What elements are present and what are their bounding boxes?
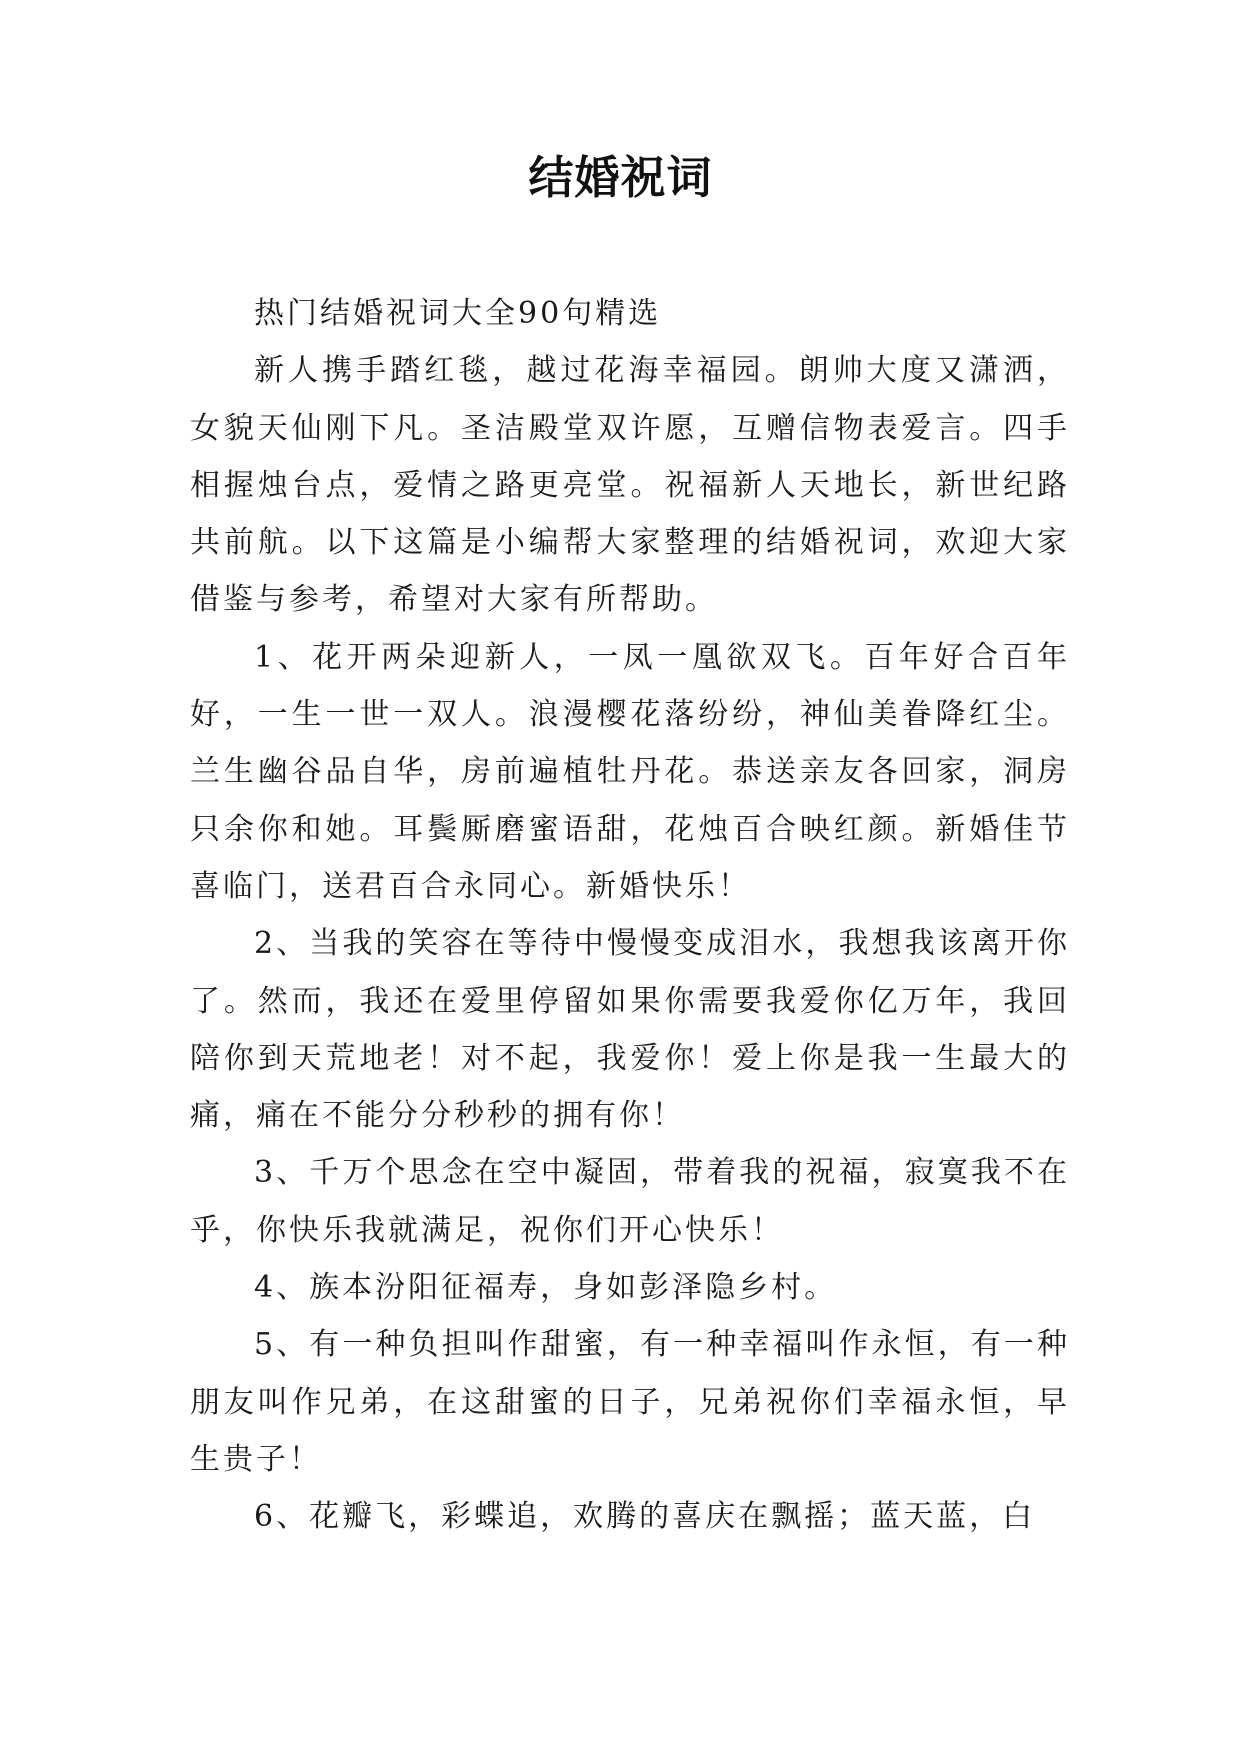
paragraph-item-5: 5、有一种负担叫作甜蜜，有一种幸福叫作永恒，有一种朋友叫作兄弟，在这甜蜜的日子，兄弟祝你们幸福永恒，早生贵子！: [190, 1327, 1070, 1477]
paragraph-intro: 新人携手踏红毯，越过花海幸福园。朗帅大度又潇洒，女貌天仙刚下凡。圣洁殿堂双许愿，互赠信物表爱言。四手相握烛台点，爱情之路更亮堂。祝福新人天地长，新世纪路共前航。以下这篇是小编帮大家整理的结婚祝词，欢迎大家借鉴与参考，希望对大家有所帮助。: [190, 353, 1070, 618]
document-title: 结婚祝词: [528, 151, 713, 204]
paragraph-item-2: 2、当我的笑容在等待中慢慢变成泪水，我想我该离开你了。然而，我还在爱里停留如果你需要我爱你亿万年，我回陪你到天荒地老！对不起，我爱你！爱上你是我一生最大的痛，痛在不能分分秒秒的拥有你！: [190, 926, 1070, 1134]
paragraph-item-3: 3、千万个思念在空中凝固，带着我的祝福，寂寞我不在乎，你快乐我就满足，祝你们开心快乐！: [190, 1155, 1070, 1248]
document-body: [190, 285, 1070, 1546]
paragraph-subtitle: 热门结婚祝词大全90句精选: [254, 296, 662, 331]
paragraph-item-4: 4、族本汾阳征福寿，身如彭泽隐乡村。: [254, 1270, 838, 1306]
paragraph-item-6: 6、花瓣飞，彩蝶追，欢腾的喜庆在飘摇；蓝天蓝，白: [254, 1499, 1036, 1535]
paragraph-item-1: 1、花开两朵迎新人，一凤一凰欲双飞。百年好合百年好，一生一世一双人。浪漫樱花落纷纷，神仙美眷降红尘。兰生幽谷品自华，房前遍植牡丹花。恭送亲友各回家，洞房只余你和她。耳鬓厮磨蜜语甜，花烛百合映红颜。新婚佳节喜临门，送君百合永同心。新婚快乐！: [190, 639, 1070, 904]
